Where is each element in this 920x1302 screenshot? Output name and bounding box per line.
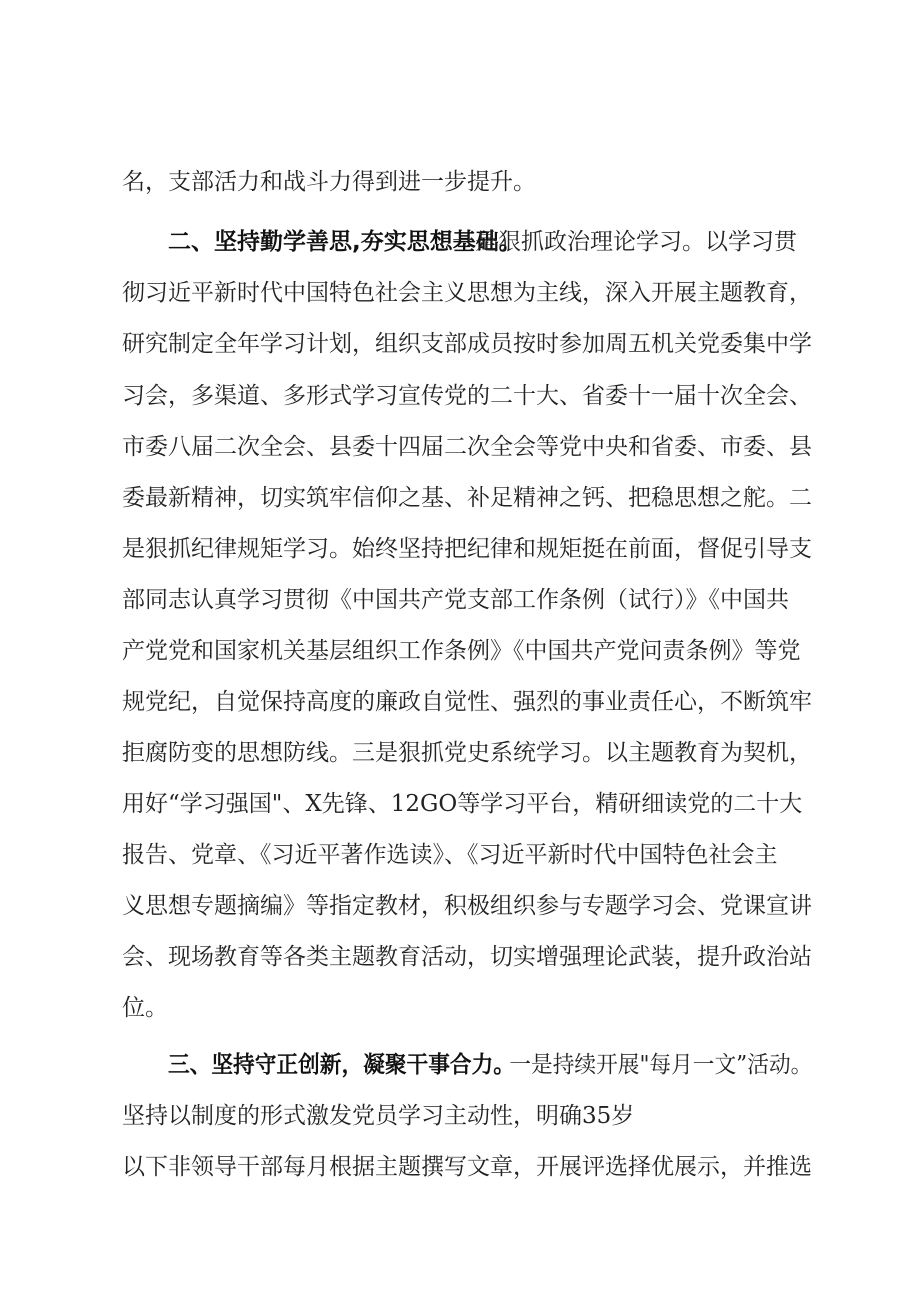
text-line [0,937,920,977]
text-line [0,886,920,926]
line-text: 彻习近平新时代中国特色社会主义思想为主线，深入开展主题教育， [122,280,812,306]
text-line [0,988,920,1028]
line-text: 市委八届二次全会、县委十四届二次全会等党中央和省委、市委、县 [122,434,812,460]
line-text: 以下非领导干部每月根据主题撰写文章，开展评选择优展示，并推选 [122,1154,812,1180]
paragraph-lead-line [0,1045,920,1085]
text-line [0,273,920,313]
paragraph-lead-line [0,222,920,262]
text-line [0,376,920,416]
text-line [0,162,920,202]
text-line [0,733,920,773]
text-line [0,427,920,467]
line-text: 习会，多渠道、多形式学习宣传党的二十大、省委十一届十次全会、 [122,383,812,409]
line-text: 产党党和国家机关基层组织工作条例》《中国共产党问责条例》等党 [122,638,801,664]
line-text: 位。 [122,995,168,1021]
line-text: 坚持以制度的形式激发党员学习主动性，明确35岁 [122,1103,635,1129]
text-line [0,529,920,569]
line-text: 会、现场教育等各类主题教育活动，切实增强理论武装，提升政治站 [122,944,812,970]
text-line [0,835,920,875]
section-heading-3: 三、坚持守正创新，凝聚干事合力。 [168,1052,515,1078]
line-text: 一是持续开展"每月一文”活动。 [509,1052,813,1078]
text-line [0,1096,920,1136]
line-text: 委最新精神，切实筑牢信仰之基、补足精神之钙、把稳思想之舵。二 [122,485,812,511]
text-line [0,324,920,364]
line-text: 用好“学习强国"、X先锋、12GO等学习平台，精研细读党的二十大 [122,791,803,817]
line-text: 名，支部活力和战斗力得到进一步提升。 [122,169,536,195]
text-line [0,631,920,671]
line-text: 拒腐防变的思想防线。三是狠抓党史系统学习。以主题教育为契机， [122,740,812,766]
line-text: 研究制定全年学习计划，组织支部成员按时参加周五机关党委集中学 [122,331,812,357]
text-line [0,1147,920,1187]
section-heading-2: 二、坚持勤学善思,夯实思想基础。 [168,229,522,255]
line-text: 报告、党章、《习近平著作选读》、《习近平新时代中国特色社会主 [122,842,778,868]
line-text: 一是狠抓政治理论学习。以学习贯 [452,229,797,255]
line-text: 义思想专题摘编》等指定教材，积极组织参与专题学习会、党课宣讲 [122,893,812,919]
text-line [0,682,920,722]
line-text: 是狠抓纪律规矩学习。始终坚持把纪律和规矩挺在前面，督促引导支 [122,536,812,562]
line-text: 部同志认真学习贯彻《中国共产党支部工作条例（试行）》《中国共 [122,587,789,613]
line-text: 规党纪，自觉保持高度的廉政自觉性、强烈的事业责任心，不断筑牢 [122,689,812,715]
text-line [0,784,920,824]
text-line [0,580,920,620]
text-line [0,478,920,518]
